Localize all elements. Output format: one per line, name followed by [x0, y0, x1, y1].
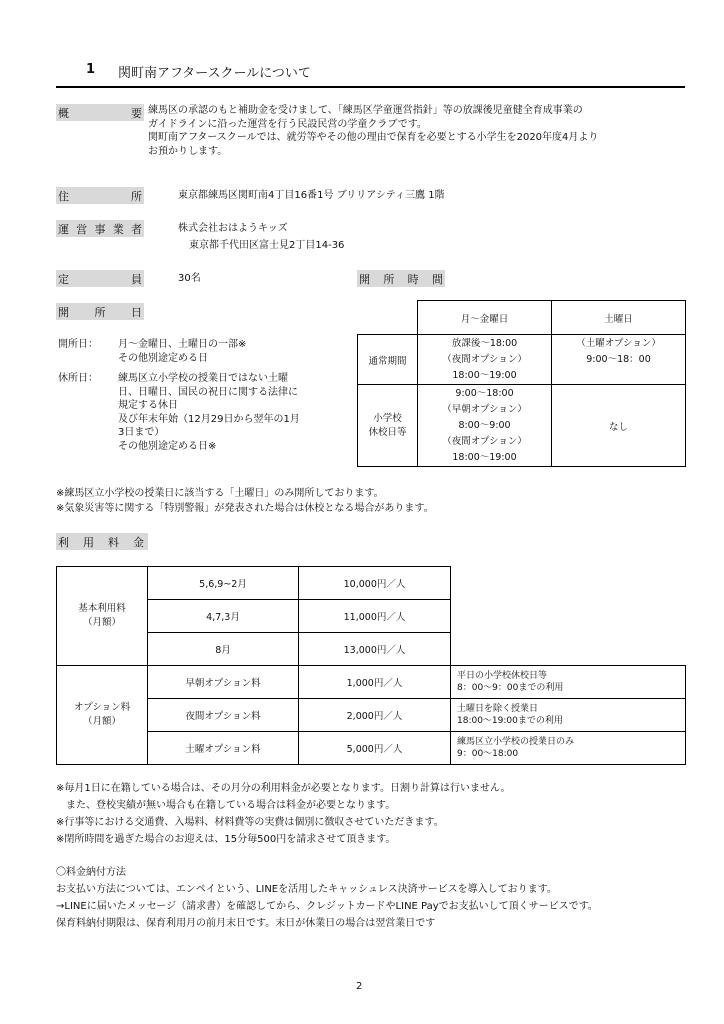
fee-price: 1,000円／人: [299, 666, 451, 699]
overview-line: ガイドラインに沿った運営を行う民設民営の学童クラブです。: [148, 118, 427, 130]
fee-note-line: 18:00～19:00までの利用: [457, 716, 563, 726]
page-number: 2: [356, 981, 363, 992]
fee-label-line: （月額）: [82, 716, 121, 727]
fee-label-char: 金: [133, 535, 144, 549]
address-label: [56, 187, 144, 204]
fee-months: 5,6,9~2月: [148, 567, 299, 600]
hours-cell-line: 18:00～19:00: [452, 369, 517, 381]
fee-note-line: 練馬区立小学校の授業日のみ: [457, 737, 575, 747]
open-days-label: [56, 303, 144, 320]
hours-col-saturday: 土曜日: [552, 301, 686, 335]
hours-cell-line: （土曜オプション）: [576, 338, 661, 349]
fee-months: 8月: [148, 633, 299, 666]
open-day-line: その他別途定める日: [118, 352, 208, 364]
operator-name: 株式会社おはようキッズ: [178, 223, 288, 234]
payment-section: [56, 864, 598, 932]
hours-cell-line: 9:00～18:00: [455, 387, 514, 399]
fee-price: 5,000円／人: [299, 732, 451, 765]
hours-cell-line: 休校日等: [368, 426, 407, 438]
fee-option-note: [451, 666, 686, 699]
hours-row-holiday-weekday: [418, 385, 552, 467]
hours-row-normal-weekday: [418, 335, 552, 385]
fee-label-char: 利: [58, 535, 69, 549]
hours-table: [357, 300, 686, 467]
fee-months: 4,7,3月: [148, 600, 299, 633]
address-label-char: 所: [131, 189, 142, 203]
capacity-label-char: 定: [58, 272, 69, 286]
address-label-char: 住: [58, 189, 69, 203]
fee-price: 10,000円／人: [299, 567, 451, 600]
operator-label-char: 事: [94, 222, 106, 236]
overview-label-char: 概: [58, 106, 69, 120]
open-day-key: 開所日：: [58, 339, 98, 350]
header-rule: [56, 86, 685, 88]
fee-price: 13,000円／人: [299, 633, 451, 666]
closed-day-line: 練馬区立小学校の授業日ではない土曜: [118, 373, 288, 384]
fee-price: 11,000円／人: [299, 600, 451, 633]
fee-label-char: 料: [108, 535, 119, 549]
overview-label: [56, 104, 144, 121]
overview-text: [148, 104, 598, 158]
fee-option-label: [57, 666, 148, 765]
fee-option-name: 土曜オプション料: [148, 732, 299, 765]
capacity-label: [56, 270, 144, 287]
closed-day-line: 日、日曜日、国民の祝日に関する法律に: [118, 386, 298, 398]
operator-label-char: 業: [112, 222, 124, 236]
note-line: ※練馬区立小学校の授業日に該当する「土曜日」のみ開所しております。: [56, 488, 384, 499]
operator-label-char: 運: [58, 222, 69, 236]
open-day-line: 月～金曜日、土曜日の一部※: [118, 339, 247, 350]
fee-price: 2,000円／人: [299, 699, 451, 732]
address-value: 東京都練馬区関町南4丁目16番1号 ブリリアシティ三鷹 1階: [178, 190, 445, 201]
capacity-value: 30名: [178, 273, 201, 284]
fee-option-note: [451, 699, 686, 732]
closed-day-line: 規定する休日: [118, 400, 178, 411]
operator-label: [56, 220, 144, 237]
closed-day-line: 3日まで）: [118, 427, 165, 438]
overview-line: 練馬区の承認のもと補助金を受けまして、「練馬区学童運営指針」等の放課後児童健全育成事業の: [148, 105, 583, 116]
note-line: ※閉所時間を過ぎた場合のお迎えは、15分毎500円を請求させて頂きます。: [56, 834, 396, 845]
fee-option-note: [451, 732, 686, 765]
hours-cell-line: （早朝オプション）: [442, 403, 527, 415]
fee-label-char: 用: [83, 535, 94, 549]
hours-label: [357, 270, 445, 287]
hours-cell-line: 放課後～18:00: [451, 337, 518, 349]
overview-line: お預かりします。: [148, 145, 228, 157]
notes-hours: [56, 486, 434, 516]
open-days-label-char: 日: [131, 305, 142, 319]
closed-day-line: その他別途定める日※: [118, 440, 217, 452]
hours-cell-line: 小学校: [373, 412, 402, 424]
fee-label-line: （月額）: [82, 617, 121, 628]
fee-basic-empty: [451, 567, 686, 666]
hours-row-normal-saturday: [552, 335, 686, 385]
open-days-label-char: 所: [94, 305, 106, 319]
capacity-label-char: 員: [131, 272, 142, 286]
payment-title: 〇料金納付方法: [56, 867, 126, 878]
fee-table: [56, 566, 686, 765]
fee-note-line: 平日の小学校休校日等: [457, 671, 548, 681]
section-title: 関町南アフタースクールについて: [118, 66, 311, 81]
fee-note-line: 9：00～18:00: [457, 749, 519, 759]
payment-line: →LINEに届いたメッセージ（請求書）を確認してから、クレジットカードやLINE Payでお支払いして頂くサービスです。: [56, 901, 598, 912]
overview-label-char: 要: [131, 106, 142, 120]
operator-label-char: 者: [131, 222, 142, 236]
hours-cell-line: 18:00～19:00: [452, 451, 517, 463]
fee-option-name: 早朝オプション料: [148, 666, 299, 699]
payment-line: 保育料納付期限は、保育利用月の前月末日です。末日が休業日の場合は翌営業日です: [56, 918, 436, 929]
note-line: ※毎月1日に在籍している場合は、その月分の利用料金が必要となります。日割り計算は行いません。: [56, 783, 511, 794]
note-line: ※行事等における交通費、入場料、材料費等の実費は個別に徴収させていただきます。: [56, 817, 444, 828]
hours-label-char: 所: [383, 272, 395, 286]
hours-row-holiday-label: [358, 385, 418, 467]
hours-cell-line: （夜間オプション）: [442, 353, 527, 365]
section-number: 1: [86, 62, 96, 77]
hours-label-char: 時: [407, 272, 419, 286]
hours-row-holiday-saturday: なし: [552, 385, 686, 467]
operator-label-char: 営: [76, 222, 88, 236]
notes-fees: [56, 780, 511, 848]
fee-note-line: 土曜日を除く授業日: [457, 704, 539, 714]
closed-day-text: [118, 372, 300, 453]
hours-cell-line: 9:00～18：00: [586, 354, 651, 365]
overview-line: 関町南アフタースクールでは、就労等やその他の理由で保育を必要とする小学生を2020年度4月より: [148, 132, 599, 143]
note-line: ※気象災害等に関する「特別警報」が発表された場合は休校となる場合があります。: [56, 503, 434, 514]
hours-label-char: 間: [431, 272, 443, 286]
note-line: また、登校実績が無い場合も在籍している場合は料金が必要となります。: [56, 800, 396, 811]
fee-basic-label: [57, 567, 148, 666]
fee-option-name: 夜間オプション料: [148, 699, 299, 732]
hours-cell-line: （夜間オプション）: [442, 435, 527, 447]
closed-day-line: 及び年末年始（12月29日から翌年の1月: [118, 413, 300, 425]
hours-cell-line: 8:00～9:00: [458, 419, 511, 431]
hours-row-normal-label: 通常期間: [358, 335, 418, 385]
hours-table-corner: [358, 301, 418, 335]
fee-note-line: 8：00～9：00までの利用: [457, 683, 564, 693]
fee-label-line: オプション料: [73, 702, 131, 713]
open-day-text: [118, 338, 246, 365]
hours-label-char: 開: [359, 272, 370, 286]
open-days-label-char: 開: [58, 305, 69, 319]
closed-day-key: 休所日：: [58, 373, 98, 384]
fee-label-line: 基本利用料: [78, 603, 126, 614]
hours-col-weekday: 月～金曜日: [418, 301, 552, 335]
fee-label: [56, 533, 148, 550]
payment-line: お支払い方法については、エンペイという、LINEを活用したキャッシュレス決済サービスを導入しております。: [56, 884, 557, 895]
operator-address: 東京都千代田区富士見2丁目14-36: [189, 240, 345, 251]
